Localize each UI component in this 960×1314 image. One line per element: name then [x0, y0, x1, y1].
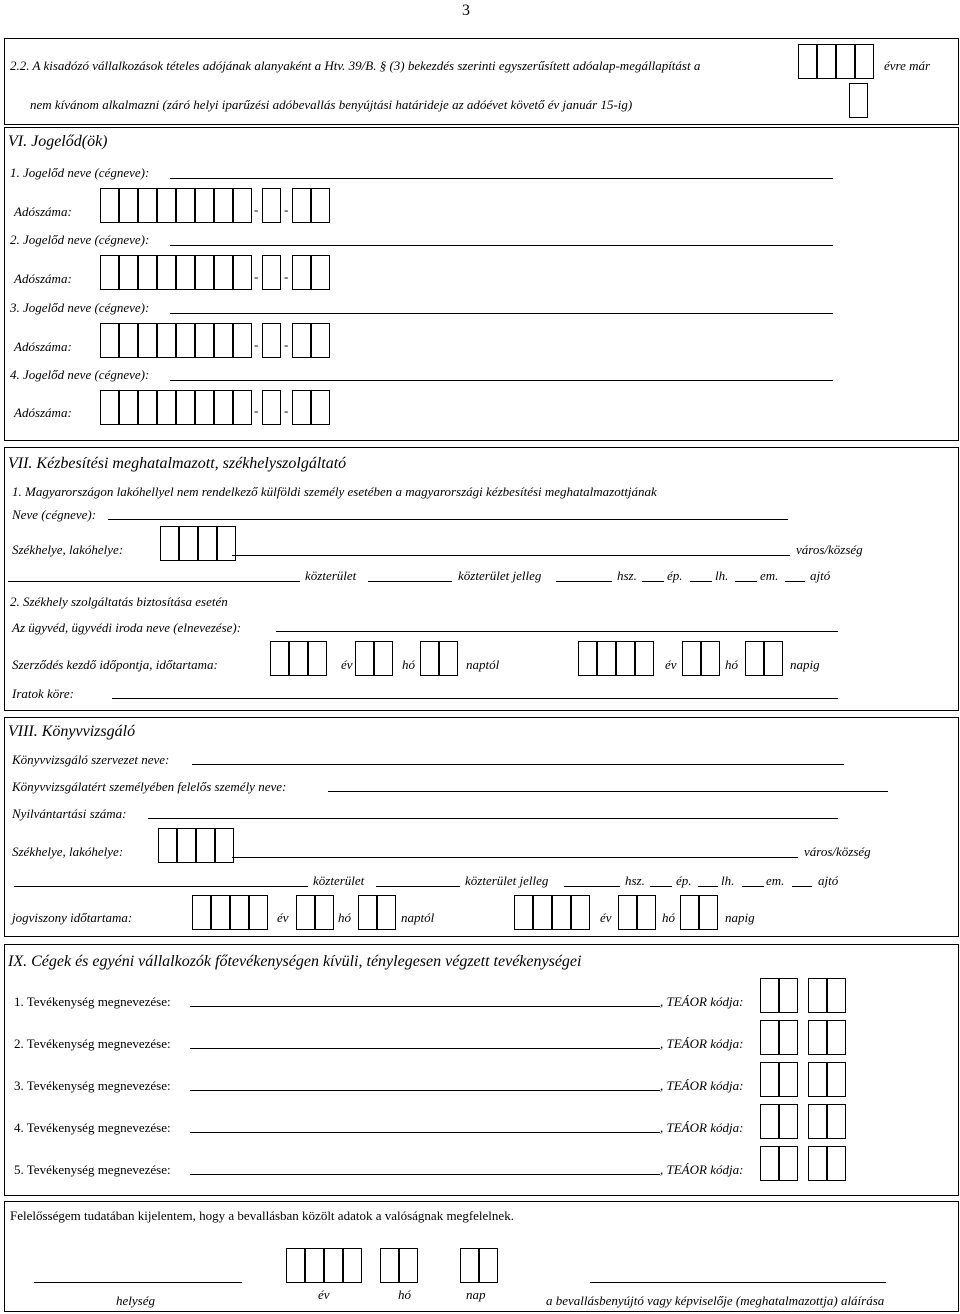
s22-year-box[interactable]: [817, 44, 836, 79]
vii-ho-label: hó: [402, 657, 415, 672]
page-number: 3: [462, 2, 470, 19]
tax-digit-box[interactable]: [311, 255, 330, 290]
vii-ev-label: év: [341, 657, 353, 672]
tax-digit-box[interactable]: [176, 188, 195, 223]
s22-line2: nem kívánom alkalmazni (záró helyi iparűzési adóbevallás benyújtási határideje az adóévet követő év január 15-ig): [30, 97, 633, 112]
ix-title: IX. Cégek és egyéni vállalkozók főtevékenységen kívüli, ténylegesen végzett tevékenységei: [8, 953, 582, 970]
viii-reg-label: Nyilvántartási száma:: [12, 806, 127, 821]
viii-lh-field[interactable]: [698, 886, 718, 887]
tax-digit-box[interactable]: [214, 390, 233, 425]
s22-year-box[interactable]: [855, 44, 874, 79]
viii-ev2-label: év: [600, 910, 612, 925]
date-box[interactable]: [682, 641, 701, 676]
dash: -: [254, 403, 259, 418]
vi-tax-label: Adószáma:: [14, 204, 72, 219]
date-box[interactable]: [230, 895, 249, 930]
teaor-box[interactable]: [808, 1062, 827, 1097]
tax-digit-box[interactable]: [233, 390, 252, 425]
decl-text: Felelősségem tudatában kijelentem, hogy a bevallásban közölt adatok a valóságnak megfelelnek.: [10, 1208, 514, 1223]
viii-lh-label: lh.: [721, 873, 735, 888]
vii-ho2-label: hó: [725, 657, 738, 672]
date-box[interactable]: [192, 895, 211, 930]
date-box[interactable]: [514, 895, 533, 930]
decl-ev-label: év: [318, 1287, 330, 1302]
date-box[interactable]: [699, 895, 718, 930]
vii-lawyer-label: Az ügyvéd, ügyvédi iroda neve (elnevezése):: [12, 620, 242, 635]
tax-digit-box[interactable]: [214, 255, 233, 290]
viii-hsz-field[interactable]: [564, 886, 620, 887]
date-box[interactable]: [249, 895, 268, 930]
vii-ajto-field[interactable]: [785, 581, 805, 582]
tax-digit-box[interactable]: [292, 390, 311, 425]
viii-reg-field[interactable]: [148, 818, 838, 819]
tax-digit-box[interactable]: [262, 188, 281, 223]
decl-date-box[interactable]: [286, 1248, 305, 1283]
decl-nap-label: nap: [466, 1287, 486, 1302]
vii-naptol-label: naptól: [466, 657, 500, 672]
viii-napig-label: napig: [725, 910, 755, 925]
teaor-box[interactable]: [808, 1104, 827, 1139]
vii-hsz-label: hsz.: [617, 568, 637, 583]
tax-digit-box[interactable]: [292, 323, 311, 358]
vii-iratok-field[interactable]: [112, 698, 838, 699]
viii-ajto-field[interactable]: [792, 886, 812, 887]
viii-org-field[interactable]: [192, 764, 844, 765]
vii-lh-label: lh.: [715, 568, 729, 583]
date-box[interactable]: [308, 641, 327, 676]
section-viii: [4, 717, 959, 937]
teaor-box[interactable]: [808, 1020, 827, 1055]
zip-box[interactable]: [177, 828, 196, 863]
viii-city-field[interactable]: [232, 857, 798, 858]
viii-ho2-label: hó: [662, 910, 675, 925]
decl-date-box[interactable]: [460, 1248, 479, 1283]
viii-jelleg-label: közterület jelleg: [465, 873, 549, 888]
teaor-box[interactable]: [779, 1062, 798, 1097]
viii-jelleg-field[interactable]: [376, 886, 460, 887]
vii-city-field[interactable]: [232, 555, 790, 556]
vii-ev2-label: év: [665, 657, 677, 672]
vi-name-field[interactable]: [170, 380, 833, 381]
date-box[interactable]: [296, 895, 315, 930]
ix-teaor-label: , TEÁOR kódja:: [660, 1078, 744, 1093]
vii-p1: 1. Magyarországon lakóhellyel nem rendelkező külföldi személy esetében a magyarországi kézbesítési meghatalmazottjának: [12, 484, 657, 499]
teaor-box[interactable]: [760, 1146, 779, 1181]
decl-date-box[interactable]: [380, 1248, 399, 1283]
tax-digit-box[interactable]: [138, 323, 157, 358]
date-box[interactable]: [355, 641, 374, 676]
dash: -: [254, 337, 259, 352]
ix-teaor-label: , TEÁOR kódja:: [660, 1162, 744, 1177]
teaor-box[interactable]: [808, 1146, 827, 1181]
s22-checkbox[interactable]: [849, 83, 868, 118]
vii-name-field[interactable]: [108, 519, 788, 520]
date-box[interactable]: [552, 895, 571, 930]
tax-digit-box[interactable]: [138, 390, 157, 425]
vi-tax-label: Adószáma:: [14, 339, 72, 354]
dash: -: [284, 202, 289, 217]
s22-year-box[interactable]: [836, 44, 855, 79]
vi-title: VI. Jogelőd(ök): [8, 133, 108, 150]
ix-activity-field[interactable]: [190, 1006, 660, 1007]
vi-tax-label: Adószáma:: [14, 405, 72, 420]
viii-em-label: em.: [766, 873, 785, 888]
tax-digit-box[interactable]: [157, 188, 176, 223]
vii-napig-label: napig: [790, 657, 820, 672]
teaor-box[interactable]: [779, 1020, 798, 1055]
date-box[interactable]: [597, 641, 616, 676]
tax-digit-box[interactable]: [119, 188, 138, 223]
teaor-box[interactable]: [827, 1146, 846, 1181]
vi-name-field[interactable]: [170, 313, 833, 314]
decl-ho-label: hó: [398, 1287, 411, 1302]
vi-tax-label: Adószáma:: [14, 271, 72, 286]
date-box[interactable]: [701, 641, 720, 676]
date-box[interactable]: [533, 895, 552, 930]
tax-digit-box[interactable]: [195, 390, 214, 425]
zip-box[interactable]: [179, 526, 198, 561]
date-box[interactable]: [578, 641, 597, 676]
teaor-box[interactable]: [779, 978, 798, 1013]
teaor-box[interactable]: [779, 1104, 798, 1139]
vii-iratok-label: Iratok köre:: [12, 686, 74, 701]
dash: -: [284, 337, 289, 352]
vi-name-field[interactable]: [170, 178, 833, 179]
vii-ep-field[interactable]: [642, 581, 664, 582]
date-box[interactable]: [637, 895, 656, 930]
viii-ep-field[interactable]: [650, 886, 672, 887]
tax-digit-box[interactable]: [311, 323, 330, 358]
ix-activity-label: 3. Tevékenység megnevezése:: [14, 1078, 171, 1093]
vii-ajto-label: ajtó: [810, 568, 831, 583]
viii-ep-label: ép.: [676, 873, 692, 888]
vii-city-label: város/község: [796, 542, 863, 557]
viii-person-field[interactable]: [328, 791, 888, 792]
date-box[interactable]: [358, 895, 377, 930]
ix-activity-field[interactable]: [190, 1090, 660, 1091]
tax-digit-box[interactable]: [262, 390, 281, 425]
tax-digit-box[interactable]: [157, 255, 176, 290]
tax-digit-box[interactable]: [214, 323, 233, 358]
date-box[interactable]: [680, 895, 699, 930]
vi-name-label: 3. Jogelőd neve (cégneve):: [10, 300, 150, 315]
vi-name-field[interactable]: [170, 245, 833, 246]
ix-activity-field[interactable]: [190, 1132, 660, 1133]
viii-ajto-label: ajtó: [818, 873, 839, 888]
viii-ev-label: év: [277, 910, 289, 925]
tax-digit-box[interactable]: [119, 390, 138, 425]
teaor-box[interactable]: [760, 978, 779, 1013]
ix-teaor-label: , TEÁOR kódja:: [660, 994, 744, 1009]
zip-box[interactable]: [198, 526, 217, 561]
viii-hsz-label: hsz.: [625, 873, 645, 888]
signature-field[interactable]: [590, 1282, 886, 1283]
viii-period-label: jogviszony időtartama:: [12, 910, 133, 925]
tax-digit-box[interactable]: [262, 255, 281, 290]
ix-activity-label: 1. Tevékenység megnevezése:: [14, 994, 171, 1009]
teaor-box[interactable]: [827, 1104, 846, 1139]
vii-em-label: em.: [760, 568, 779, 583]
date-box[interactable]: [377, 895, 396, 930]
tax-digit-box[interactable]: [138, 255, 157, 290]
tax-digit-box[interactable]: [195, 188, 214, 223]
ix-teaor-label: , TEÁOR kódja:: [660, 1036, 744, 1051]
vii-lh-field[interactable]: [690, 581, 712, 582]
vi-name-label: 4. Jogelőd neve (cégneve):: [10, 367, 150, 382]
date-box[interactable]: [315, 895, 334, 930]
vii-jelleg-label: közterület jelleg: [458, 568, 542, 583]
teaor-box[interactable]: [760, 1062, 779, 1097]
tax-digit-box[interactable]: [157, 390, 176, 425]
vii-title: VII. Kézbesítési meghatalmazott, székhelyszolgáltató: [8, 455, 347, 472]
vii-lawyer-field[interactable]: [276, 631, 838, 632]
decl-helyseg-label: helység: [116, 1293, 155, 1308]
tax-digit-box[interactable]: [176, 390, 195, 425]
tax-digit-box[interactable]: [214, 188, 233, 223]
ix-activity-field[interactable]: [190, 1048, 660, 1049]
tax-digit-box[interactable]: [292, 188, 311, 223]
date-box[interactable]: [764, 641, 783, 676]
viii-kozterulet-label: közterület: [313, 873, 365, 888]
tax-digit-box[interactable]: [176, 323, 195, 358]
vii-seat-label: Székhelye, lakóhelye:: [12, 542, 124, 557]
ix-activity-label: 2. Tevékenység megnevezése:: [14, 1036, 171, 1051]
date-box[interactable]: [420, 641, 439, 676]
tax-digit-box[interactable]: [100, 188, 119, 223]
teaor-box[interactable]: [827, 1020, 846, 1055]
vii-name-label: Neve (cégneve):: [12, 507, 97, 522]
tax-digit-box[interactable]: [176, 255, 195, 290]
teaor-box[interactable]: [808, 978, 827, 1013]
zip-box[interactable]: [196, 828, 215, 863]
tax-digit-box[interactable]: [157, 323, 176, 358]
dash: -: [284, 403, 289, 418]
tax-digit-box[interactable]: [138, 188, 157, 223]
date-box[interactable]: [745, 641, 764, 676]
vi-name-label: 2. Jogelőd neve (cégneve):: [10, 232, 150, 247]
vii-hsz-field[interactable]: [556, 581, 612, 582]
tax-digit-box[interactable]: [233, 323, 252, 358]
decl-date-box[interactable]: [479, 1248, 498, 1283]
vii-contract-label: Szerződés kezdő időpontja, időtartama:: [12, 657, 218, 672]
vii-jelleg-field[interactable]: [368, 581, 452, 582]
date-box[interactable]: [270, 641, 289, 676]
tax-digit-box[interactable]: [311, 390, 330, 425]
s22-year-box[interactable]: [798, 44, 817, 79]
date-box[interactable]: [571, 895, 590, 930]
viii-street-field[interactable]: [14, 886, 308, 887]
tax-digit-box[interactable]: [292, 255, 311, 290]
tax-digit-box[interactable]: [100, 390, 119, 425]
dash: -: [254, 202, 259, 217]
vii-ep-label: ép.: [667, 568, 683, 583]
tax-digit-box[interactable]: [262, 323, 281, 358]
viii-em-field[interactable]: [742, 886, 764, 887]
ix-activity-label: 4. Tevékenység megnevezése:: [14, 1120, 171, 1135]
teaor-box[interactable]: [760, 1020, 779, 1055]
decl-sign-label: a bevallásbenyújtó vagy képviselője (meghatalmazottja) aláírása: [546, 1293, 885, 1308]
teaor-box[interactable]: [827, 978, 846, 1013]
date-box[interactable]: [616, 641, 635, 676]
dash: -: [254, 269, 259, 284]
viii-org-label: Könyvvizsgáló szervezet neve:: [12, 752, 170, 767]
date-box[interactable]: [635, 641, 654, 676]
date-box[interactable]: [289, 641, 308, 676]
vi-name-label: 1. Jogelőd neve (cégneve):: [10, 165, 150, 180]
ix-activity-label: 5. Tevékenység megnevezése:: [14, 1162, 171, 1177]
dash: -: [284, 269, 289, 284]
tax-digit-box[interactable]: [311, 188, 330, 223]
viii-naptol-label: naptól: [401, 910, 435, 925]
tax-digit-box[interactable]: [195, 323, 214, 358]
s22-line1-end: évre már: [884, 58, 931, 73]
decl-date-box[interactable]: [343, 1248, 362, 1283]
s22-line1: 2.2. A kisadózó vállalkozások tételes adójának alanyaként a Htv. 39/B. § (3) bekezdés szerinti egyszerűsített adóalap-megállapítást a: [10, 58, 701, 73]
vii-p2: 2. Székhely szolgáltatás biztosítása esetén: [10, 594, 228, 609]
viii-title: VIII. Könyvvizsgáló: [8, 723, 136, 740]
tax-digit-box[interactable]: [100, 255, 119, 290]
zip-box[interactable]: [158, 828, 177, 863]
date-box[interactable]: [374, 641, 393, 676]
tax-digit-box[interactable]: [233, 255, 252, 290]
decl-date-box[interactable]: [399, 1248, 418, 1283]
tax-digit-box[interactable]: [119, 323, 138, 358]
teaor-box[interactable]: [779, 1146, 798, 1181]
date-box[interactable]: [211, 895, 230, 930]
vii-em-field[interactable]: [735, 581, 757, 582]
tax-digit-box[interactable]: [119, 255, 138, 290]
tax-digit-box[interactable]: [195, 255, 214, 290]
date-box[interactable]: [618, 895, 637, 930]
vii-street-field[interactable]: [8, 581, 300, 582]
decl-date-box[interactable]: [305, 1248, 324, 1283]
ix-activity-field[interactable]: [190, 1174, 660, 1175]
viii-ho-label: hó: [338, 910, 351, 925]
tax-digit-box[interactable]: [100, 323, 119, 358]
viii-person-label: Könyvvizsgálatért személyében felelős személy neve:: [12, 779, 287, 794]
decl-date-box[interactable]: [324, 1248, 343, 1283]
viii-city-label: város/község: [804, 844, 871, 859]
teaor-box[interactable]: [827, 1062, 846, 1097]
date-box[interactable]: [439, 641, 458, 676]
viii-seat-label: Székhelye, lakóhelye:: [12, 844, 124, 859]
vii-kozterulet-label: közterület: [305, 568, 357, 583]
ix-teaor-label: , TEÁOR kódja:: [660, 1120, 744, 1135]
zip-box[interactable]: [160, 526, 179, 561]
tax-digit-box[interactable]: [233, 188, 252, 223]
teaor-box[interactable]: [760, 1104, 779, 1139]
decl-place-field[interactable]: [34, 1282, 242, 1283]
